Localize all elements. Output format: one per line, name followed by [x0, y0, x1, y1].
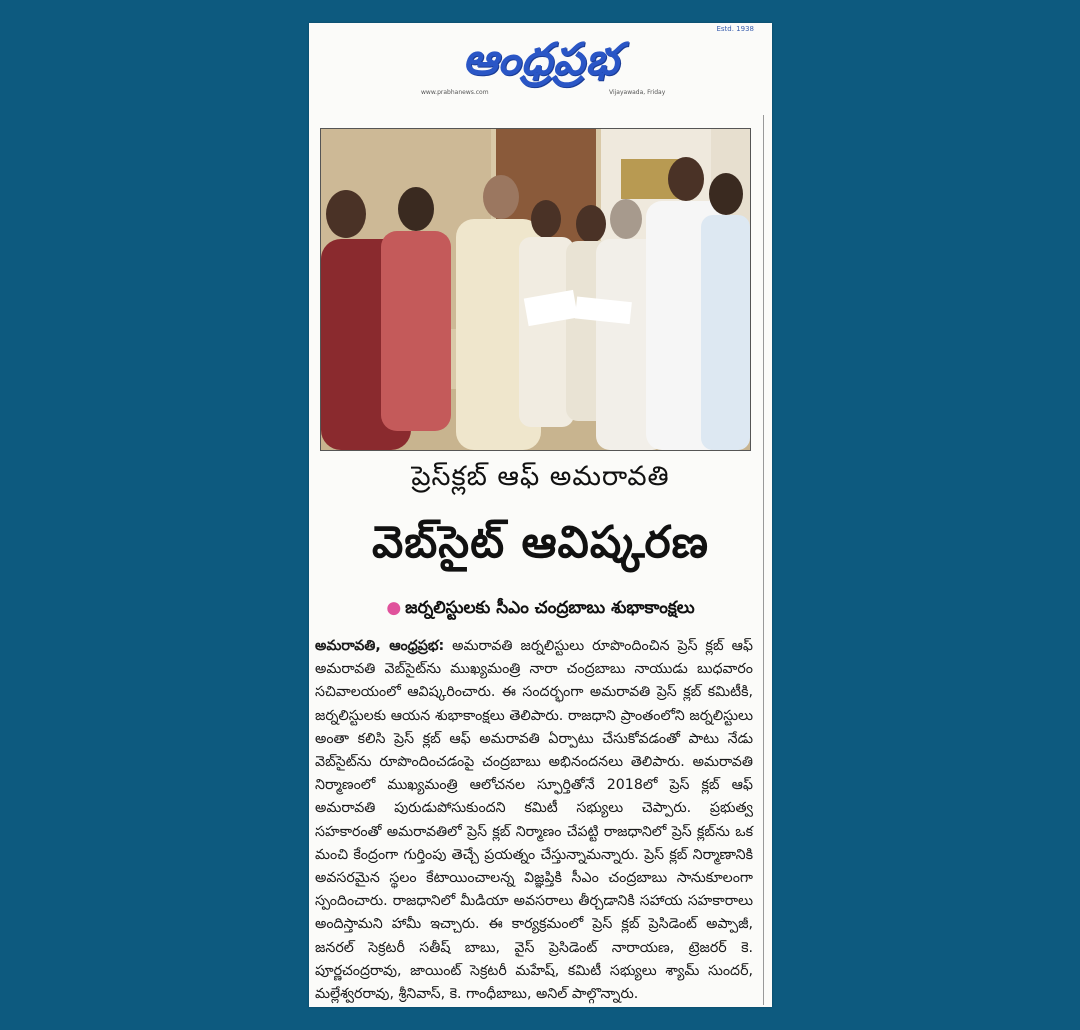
article-subhead [309, 598, 772, 622]
edition-label: Vijayawada, Friday [609, 89, 666, 96]
article-body-text: అమరావతి జర్నలిస్టులు రూపొందించిన ప్రెస్ క్లబ్ ఆఫ్ అమరావతి వెబ్‌సైట్‌ను ముఖ్యమంత్రి నారా చంద్రబాబు నాయుడు బుధవారం సచివాలయంలో ఆవిష్కరించారు. ఈ సందర్భంగా అమరావతి ప్రెస్ క్లబ్ కమిటీకి, జర్నలిస్టులకు ఆయన శుభాకాంక్షలు తెలిపారు. రాజధాని ప్రాంతంలోని జర్నలిస్టులు అంతా కలిసి ప్రెస్ క్లబ్ ఆఫ్ అమరావతి ఏర్పాటు చేసుకోవడంతో పాటు నేడు వెబ్‌సైట్‌ను రూపొందించడంపై చంద్రబాబు అభినందనలు తెలిపారు. అమరావతి నిర్మాణంలో ముఖ్యమంత్రి ఆలోచనల స్ఫూర్తితోనే 2018లో ప్రెస్ క్లబ్ ఆఫ్ అమరావతి పురుడుపోసుకుందని కమిటీ సభ్యులు చెప్పారు. ప్రభుత్వ సహకారంతో అమరావతిలో ప్రెస్ క్లబ్ నిర్మాణం చేపట్టి రాజధానిలో ప్రెస్ క్లబ్‌ను ఒక మంచి కేంద్రంగా గుర్తింపు తెచ్చే ప్రయత్నం చేస్తున్నామన్నారు. ప్రెస్ క్లబ్ నిర్మాణానికి అవసరమైన స్థలం కేటాయించాలన్న విజ్ఞప్తికి సీఎం చంద్రబాబు సానుకూలంగా స్పందించారు. రాజధానిలో మీడియా అవసరాలు తీర్చడానికి సహాయ సహకారాలు అందిస్తామని హామీ ఇచ్చారు. ఈ కార్యక్రమంలో ప్రెస్ క్లబ్ ప్రెసిడెంట్ అప్పాజీ, జనరల్ సెక్రటరీ సతీష్ బాబు, వైస్ ప్రెసిడెంట్ నారాయణ, ట్రెజరర్ కె. పూర్ణచంద్రరావు, జాయింట్ సెక్రటరీ మహేష్, కమిటీ సభ్యులు శ్యామ్ సుందర్, మల్లేశ్వరరావు, శ్రీనివాస్, కె. గాంధీబాబు, అనిల్ పాల్గొన్నారు. [315, 638, 753, 1003]
established-label: Estd. 1938 [716, 25, 754, 33]
article-kicker: ప్రెస్‌క్లబ్ ఆఫ్ అమరావతి [411, 461, 670, 492]
article-dateline: అమరావతి, ఆంధ్రప్రభ: [315, 638, 445, 654]
article-headline: వెబ్‌సైట్ ఆవిష్కరణ [371, 517, 709, 568]
newspaper-logo: ఆంధ్రప్రభ [462, 34, 620, 85]
website-url: www.prabhanews.com [421, 89, 489, 96]
press-photo [320, 128, 751, 451]
article-body [315, 635, 753, 1006]
bullet-icon: ● [386, 598, 402, 618]
press-photo-icon [321, 129, 750, 450]
masthead [309, 23, 772, 115]
subhead-text: జర్నలిస్టులకు సీఎం చంద్రబాబు శుభాకాంక్షలు [405, 598, 695, 618]
newspaper-clipping [309, 23, 772, 1007]
